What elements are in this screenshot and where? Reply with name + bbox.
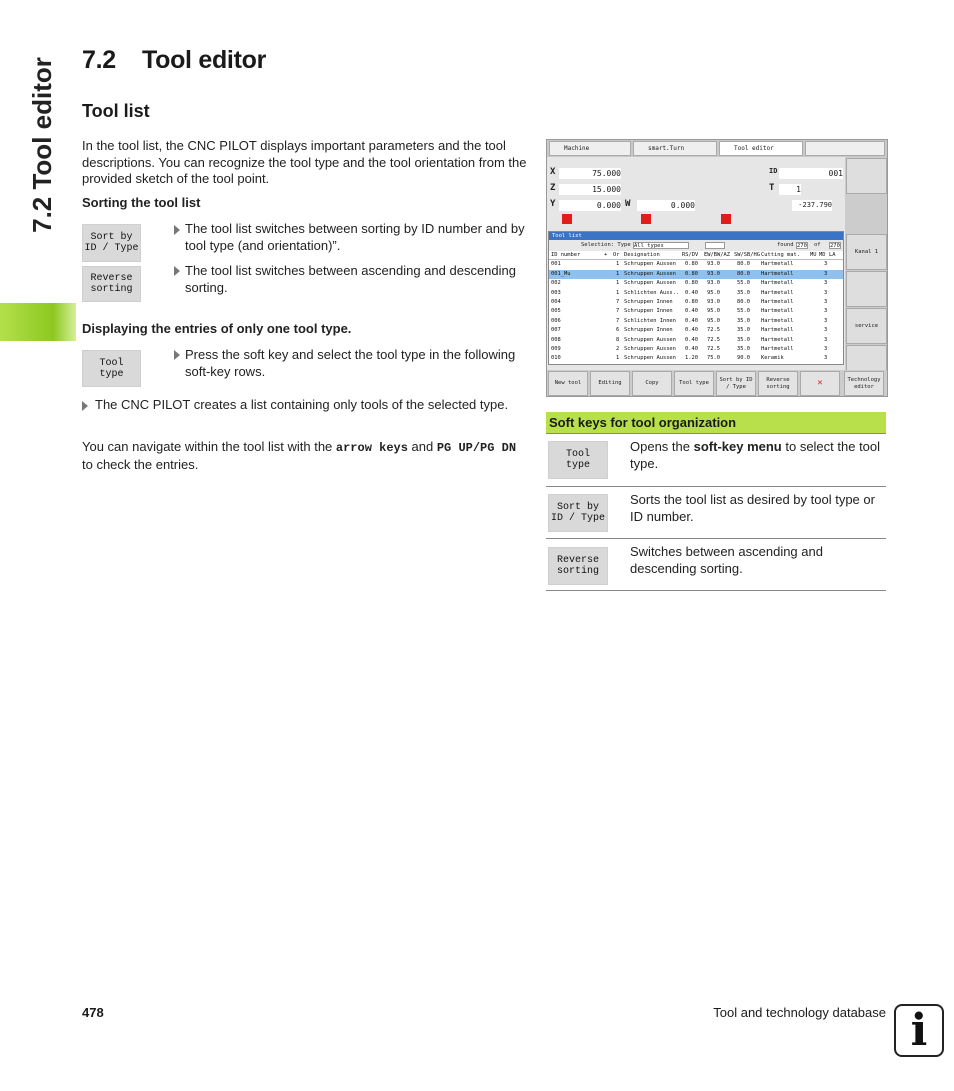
tool-list-cell: 3 bbox=[824, 336, 828, 343]
tool-list-cell: Schruppen Innen bbox=[624, 298, 673, 305]
tool-list-cell: 0.40 bbox=[685, 336, 698, 343]
side-key-kanal: Kanal 1 bbox=[846, 234, 887, 270]
tool-list-cell: Hartmetall bbox=[761, 280, 794, 287]
tool-list-cell: 3 bbox=[824, 261, 828, 268]
tool-list-cell: 003 bbox=[551, 289, 561, 296]
sorting-heading: Sorting the tool list bbox=[82, 195, 201, 210]
spindle-1-status-icon bbox=[562, 214, 572, 224]
tool-list-cell: 0.40 bbox=[685, 308, 698, 315]
tool-list-row[interactable] bbox=[549, 336, 843, 345]
tool-list-cell: 008 bbox=[551, 336, 561, 343]
tool-list-cell: Schlichten Auss.. bbox=[624, 289, 680, 296]
tool-list-cell: 1 bbox=[616, 355, 620, 362]
bullet-arrow-icon bbox=[82, 401, 88, 411]
tool-list-cell: 0.40 bbox=[685, 317, 698, 324]
tool-list-cell: 1 bbox=[616, 270, 620, 277]
tool-list-cell: 80.0 bbox=[737, 261, 750, 268]
x-value: 75.000 bbox=[559, 168, 621, 179]
softkey-copy: Copy bbox=[632, 371, 672, 396]
table-reverse-sorting-text: Switches between ascending and descending sorting. bbox=[630, 544, 823, 576]
table-reverse-sorting-softkey: Reverse sorting bbox=[548, 547, 608, 585]
table-rule bbox=[546, 590, 886, 591]
tool-list-cell: 1 bbox=[616, 289, 620, 296]
tool-list-row[interactable] bbox=[549, 354, 843, 363]
softkey-editing: Editing bbox=[590, 371, 630, 396]
tool-list-cell: 93.0 bbox=[707, 270, 720, 277]
tool-list-cell: 1.20 bbox=[685, 355, 698, 362]
tab-tool-editor: Tool editor bbox=[719, 141, 803, 156]
tool-list-cell: 2 bbox=[616, 345, 620, 352]
tool-list-cell: 3 bbox=[824, 289, 828, 296]
tool-list-cell: 55.0 bbox=[737, 280, 750, 287]
axis-y-label: Y bbox=[550, 199, 556, 209]
tool-list-cell: 3 bbox=[824, 298, 828, 305]
info-icon: i bbox=[894, 1004, 944, 1057]
id-label: ID bbox=[769, 167, 778, 175]
chapter-tab-marker bbox=[0, 303, 76, 341]
tool-list-cell: 3 bbox=[824, 308, 828, 315]
tool-list-cell: 35.0 bbox=[737, 345, 750, 352]
tool-list-cell: Hartmetall bbox=[761, 270, 794, 277]
side-key-service: service bbox=[846, 308, 887, 344]
tool-list-cell: 006 bbox=[551, 317, 561, 324]
tool-list-cell: 002 bbox=[551, 280, 561, 287]
c-value: -237.790 bbox=[792, 200, 832, 211]
subsection-heading: Tool list bbox=[82, 101, 150, 121]
tool-list-header-row: ID number + Or Designation RS/DV EW/BW/AZ SW/SB/HG Cutting mat. MU MD LA bbox=[549, 251, 843, 260]
tool-list-cell: 90.0 bbox=[737, 355, 750, 362]
vertical-softkey-bar bbox=[845, 157, 888, 387]
z-value: 15.000 bbox=[559, 184, 621, 195]
bullet-arrow-icon bbox=[174, 266, 180, 276]
tool-list-cell: 35.0 bbox=[737, 327, 750, 334]
tool-list-title: Tool list bbox=[549, 232, 843, 240]
axis-w-label: W bbox=[625, 199, 631, 209]
t-label: T bbox=[769, 183, 775, 193]
tool-list-cell: Schruppen Aussen bbox=[624, 355, 676, 362]
tool-list-cell: 004 bbox=[551, 298, 561, 305]
tool-list-cell: Schruppen Aussen bbox=[624, 270, 676, 277]
tool-list-cell: 0.80 bbox=[685, 261, 698, 268]
softkey-table-heading: Soft keys for tool organization bbox=[546, 412, 886, 433]
side-chapter-title: 7.2 Tool editor bbox=[27, 57, 57, 233]
tool-list-cell: 95.0 bbox=[707, 308, 720, 315]
tool-list-cell: Hartmetall bbox=[761, 298, 794, 305]
table-rule bbox=[546, 486, 886, 487]
softkey-tool-type: Tool type bbox=[674, 371, 714, 396]
tool-list-cell: Hartmetall bbox=[761, 317, 794, 324]
tool-list-cell: Schruppen Aussen bbox=[624, 336, 676, 343]
tool-list-cell: 010 bbox=[551, 355, 561, 362]
bullet-arrow-icon bbox=[174, 350, 180, 360]
cnc-screenshot bbox=[546, 139, 888, 397]
tool-list-cell: 80.0 bbox=[737, 298, 750, 305]
softkey-delete-icon: ✕ bbox=[800, 371, 840, 396]
tool-list-cell: 3 bbox=[824, 355, 828, 362]
tool-list-cell: 1 bbox=[616, 280, 620, 287]
softkey-reverse-sorting: Reverse sorting bbox=[758, 371, 798, 396]
tool-list-row[interactable] bbox=[549, 326, 843, 335]
tool-list-cell: 35.0 bbox=[737, 289, 750, 296]
tool-list-row[interactable] bbox=[549, 270, 843, 279]
table-tool-type-text: Opens the soft-key menu to select the tool type. bbox=[630, 439, 881, 471]
tool-list-cell: 001_Mu bbox=[551, 270, 571, 277]
tool-list-cell: 0.80 bbox=[685, 298, 698, 305]
tool-list-cell: 72.5 bbox=[707, 345, 720, 352]
tool-list-cell: Hartmetall bbox=[761, 289, 794, 296]
tool-list-cell: 80.0 bbox=[737, 270, 750, 277]
tool-list-cell: 3 bbox=[824, 317, 828, 324]
sort-by-id-type-softkey: Sort by ID / Type bbox=[82, 224, 141, 262]
horizontal-softkey-bar bbox=[547, 370, 888, 397]
filter-heading: Displaying the entries of only one tool type. bbox=[82, 321, 352, 336]
tool-list-row[interactable] bbox=[549, 317, 843, 326]
side-key-3 bbox=[846, 271, 887, 307]
tool-list-rows bbox=[549, 260, 843, 363]
tool-list-cell: 8 bbox=[616, 336, 620, 343]
tool-list-cell: Schruppen Aussen bbox=[624, 345, 676, 352]
reverse-sorting-description: The tool list switches between ascending and descending sorting. bbox=[185, 263, 516, 295]
tool-list-cell: 7 bbox=[616, 317, 620, 324]
tool-list-row[interactable] bbox=[549, 307, 843, 316]
sort-by-id-description: The tool list switches between sorting by ID number and by tool type (and orientation)”. bbox=[185, 221, 525, 253]
tool-list-cell: 7 bbox=[616, 308, 620, 315]
tool-list-cell: 3 bbox=[824, 345, 828, 352]
page-number: 478 bbox=[82, 1005, 104, 1020]
t-value: 1 bbox=[779, 184, 801, 195]
tool-list-cell: 95.0 bbox=[707, 317, 720, 324]
softkey-new-tool: New tool bbox=[548, 371, 588, 396]
tool-list-cell: 0.80 bbox=[685, 280, 698, 287]
tool-list-cell: 005 bbox=[551, 308, 561, 315]
tool-list-row[interactable] bbox=[549, 260, 843, 269]
tool-list-cell: 3 bbox=[824, 280, 828, 287]
tool-list-cell: 001 bbox=[551, 261, 561, 268]
tool-list-cell: 93.0 bbox=[707, 298, 720, 305]
tool-list-cell: 72.5 bbox=[707, 336, 720, 343]
tool-list-row[interactable] bbox=[549, 345, 843, 354]
tool-type-softkey: Tool type bbox=[82, 350, 141, 387]
tool-list-cell: 35.0 bbox=[737, 317, 750, 324]
tool-list-row[interactable] bbox=[549, 298, 843, 307]
table-rule bbox=[546, 433, 886, 434]
table-rule bbox=[546, 538, 886, 539]
tool-list-cell: Hartmetall bbox=[761, 345, 794, 352]
table-sort-by-text: Sorts the tool list as desired by tool type or ID number. bbox=[630, 492, 875, 524]
tab-smart-turn: smart.Turn bbox=[633, 141, 717, 156]
tool-list-cell: Hartmetall bbox=[761, 327, 794, 334]
section-heading: 7.2 Tool editor bbox=[82, 46, 266, 74]
tool-list-cell: 93.0 bbox=[707, 280, 720, 287]
tool-list-cell: 35.0 bbox=[737, 336, 750, 343]
intro-paragraph: In the tool list, the CNC PILOT displays important parameters and the tool descriptions. You can recognize the tool type and the tool orientation from the provided sketch of the tool point. bbox=[82, 138, 527, 186]
w-value: 0.000 bbox=[637, 200, 695, 211]
id-value: 001 bbox=[779, 168, 843, 179]
side-key-1 bbox=[846, 158, 887, 194]
tool-list-row[interactable] bbox=[549, 279, 843, 288]
softkey-sort-by: Sort by ID / Type bbox=[716, 371, 756, 396]
tool-list-cell: 1 bbox=[616, 261, 620, 268]
selection-bar: Selection: Type All types found 270 of 270 bbox=[549, 240, 843, 251]
tool-list-cell: 0.80 bbox=[685, 270, 698, 277]
tool-list-cell: 3 bbox=[824, 327, 828, 334]
tool-list-cell: 3 bbox=[824, 270, 828, 277]
tool-list-cell: 6 bbox=[616, 327, 620, 334]
filter-result-text: The CNC PILOT creates a list containing only tools of the selected type. bbox=[95, 397, 509, 412]
table-sort-by-softkey: Sort by ID / Type bbox=[548, 494, 608, 532]
tool-list-cell: 7 bbox=[616, 298, 620, 305]
tool-list-cell: Schruppen Aussen bbox=[624, 261, 676, 268]
tool-list-cell: 72.5 bbox=[707, 327, 720, 334]
bullet-arrow-icon bbox=[174, 225, 180, 235]
table-tool-type-softkey: Tool type bbox=[548, 441, 608, 479]
tool-list-cell: Schruppen Innen bbox=[624, 308, 673, 315]
tab-machine: Machine bbox=[549, 141, 631, 156]
tool-list-cell: 95.0 bbox=[707, 289, 720, 296]
spindle-2-status-icon bbox=[641, 214, 651, 224]
tool-list-cell: Hartmetall bbox=[761, 261, 794, 268]
tool-list-cell: Keramik bbox=[761, 355, 784, 362]
spindle-3-status-icon bbox=[721, 214, 731, 224]
tool-list-window bbox=[548, 231, 844, 365]
navigation-paragraph: You can navigate within the tool list with the arrow keys and PG UP/PG DN to check the entries. bbox=[82, 439, 517, 472]
tool-list-cell: 009 bbox=[551, 345, 561, 352]
footer-chapter: Tool and technology database bbox=[713, 1005, 886, 1020]
tool-list-row[interactable] bbox=[549, 289, 843, 298]
tool-list-cell: 007 bbox=[551, 327, 561, 334]
tool-type-description: Press the soft key and select the tool type in the following soft-key rows. bbox=[185, 347, 516, 379]
tool-list-cell: 0.40 bbox=[685, 289, 698, 296]
screen-tab-bar bbox=[547, 140, 888, 157]
tool-list-cell: Hartmetall bbox=[761, 336, 794, 343]
softkey-technology-editor: Technology editor bbox=[844, 371, 884, 396]
tool-list-cell: 55.0 bbox=[737, 308, 750, 315]
tool-list-cell: Schlichten Innen bbox=[624, 317, 676, 324]
axis-x-label: X bbox=[550, 167, 556, 177]
reverse-sorting-softkey: Reverse sorting bbox=[82, 266, 141, 302]
tab-blank bbox=[805, 141, 885, 156]
tool-list-cell: Schruppen Innen bbox=[624, 327, 673, 334]
tool-list-cell: 0.40 bbox=[685, 345, 698, 352]
axis-z-label: Z bbox=[550, 183, 556, 193]
tool-list-cell: 93.0 bbox=[707, 261, 720, 268]
tool-list-cell: 75.0 bbox=[707, 355, 720, 362]
tool-list-cell: Schruppen Aussen bbox=[624, 280, 676, 287]
tool-list-cell: Hartmetall bbox=[761, 308, 794, 315]
y-value: 0.000 bbox=[559, 200, 621, 211]
tool-list-cell: 0.40 bbox=[685, 327, 698, 334]
